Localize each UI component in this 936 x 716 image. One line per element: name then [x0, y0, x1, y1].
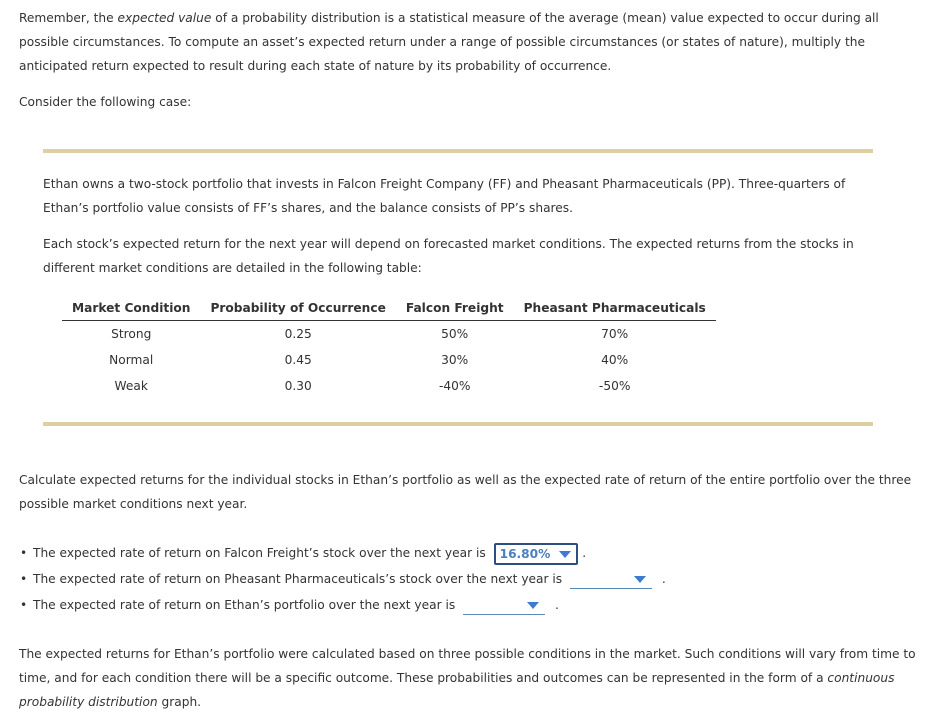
cell-condition: Normal — [109, 353, 154, 367]
chevron-down-icon — [527, 602, 539, 609]
sentence-period: . — [661, 572, 666, 586]
task-text: Calculate expected returns for the individual stocks in Ethan’s portfolio as well as the expected rate of return of the entire portfolio over the three possible market conditions next year. — [19, 473, 912, 511]
intro-paragraph — [19, 6, 924, 78]
table-row — [62, 373, 716, 399]
list-item — [19, 566, 666, 592]
cell-falcon: 30% — [441, 353, 469, 367]
cell-pheasant: -50% — [598, 379, 631, 393]
table-row — [62, 347, 716, 373]
cell-falcon: -40% — [438, 379, 471, 393]
list-item — [19, 592, 666, 618]
answer-prompt-ff: The expected rate of return on Falcon Freight’s stock over the next year is — [33, 546, 486, 560]
closing-text-a: The expected returns for Ethan’s portfolio were calculated based on three possible conditions in the market. Such conditions will vary from time to time, and for each condition there will be a specific outcome. These probabilities and outcomes can be represented in the form of a — [19, 647, 916, 685]
case-bottom-rule — [43, 422, 873, 426]
bullet: • — [20, 546, 28, 560]
closing-emphasis: continuous probability distribution — [19, 671, 895, 709]
sentence-period: . — [582, 546, 587, 560]
intro-text-b: of a probability distribution is a statistical measure of the average (mean) value expected to occur during all possible circumstances. To compute an asset’s expected return under a range of possible circumstances (or states of nature), multiply the anticipated return expected to result during each state of nature by its probability of occurrence. — [19, 11, 879, 73]
cell-falcon: 50% — [441, 327, 469, 341]
header-probability: Probability of Occurrence — [200, 296, 395, 321]
bullet: • — [20, 572, 28, 586]
intro-emphasis: expected value — [117, 11, 212, 25]
ff-return-dropdown[interactable] — [494, 543, 579, 565]
table-header-row — [62, 296, 716, 321]
cell-probability: 0.25 — [284, 327, 312, 341]
intro-text-a: Remember, the — [19, 11, 118, 25]
case-conditions-text: Each stock’s expected return for the next year will depend on forecasted market conditions. The expected returns from the stocks in different market conditions are detailed in the following table: — [43, 237, 854, 275]
case-description: Ethan owns a two-stock portfolio that invests in Falcon Freight Company (FF) and Pheasant Pharmaceuticals (PP). Three-quarters of Ethan’s portfolio value consists of FF’s shares, and the balance consists of PP’s shares. — [43, 177, 846, 215]
case-top-rule — [43, 149, 873, 153]
pp-return-dropdown[interactable] — [570, 570, 652, 589]
chevron-down-icon — [559, 551, 571, 558]
bullet: • — [20, 598, 28, 612]
cell-condition: Strong — [111, 327, 152, 341]
header-pheasant-pharma: Pheasant Pharmaceuticals — [514, 296, 716, 321]
ff-return-selected-value: 16.80% — [499, 546, 551, 561]
answer-prompt-portfolio: The expected rate of return on Ethan’s portfolio over the next year is — [33, 598, 456, 612]
list-item — [19, 540, 666, 566]
sentence-period: . — [554, 598, 559, 612]
chevron-down-icon — [634, 576, 646, 583]
cell-probability: 0.45 — [284, 353, 312, 367]
answer-prompt-pp: The expected rate of return on Pheasant Pharmaceuticals’s stock over the next year is — [33, 572, 563, 586]
table-row — [62, 321, 716, 348]
cell-pheasant: 70% — [601, 327, 629, 341]
consider-text: Consider the following case: — [19, 95, 192, 109]
market-conditions-table — [62, 296, 716, 399]
cell-probability: 0.30 — [284, 379, 312, 393]
closing-text-b: graph. — [157, 695, 202, 709]
header-market-condition: Market Condition — [62, 296, 200, 321]
portfolio-return-dropdown[interactable] — [463, 596, 545, 615]
cell-condition: Weak — [114, 379, 148, 393]
cell-pheasant: 40% — [601, 353, 629, 367]
answer-list — [19, 540, 666, 618]
closing-paragraph — [19, 642, 924, 714]
header-falcon-freight: Falcon Freight — [396, 296, 514, 321]
